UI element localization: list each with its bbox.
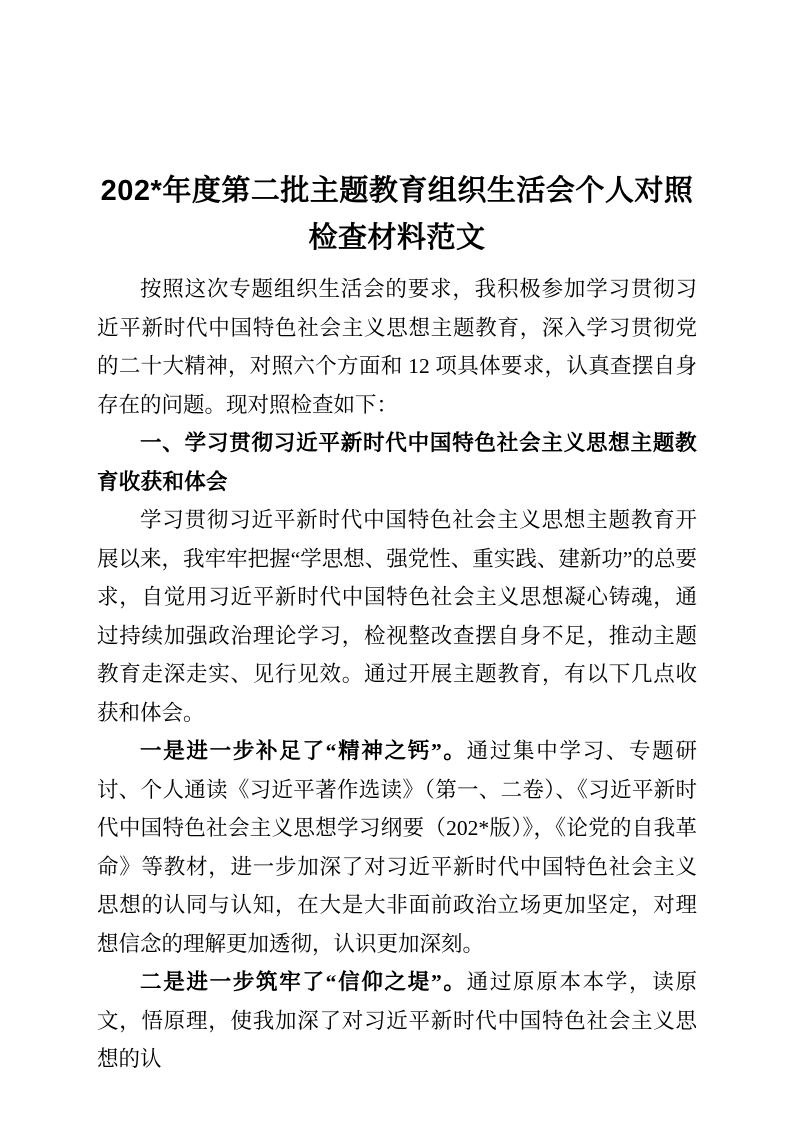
section-heading-1: 一、学习贯彻习近平新时代中国特色社会主义思想主题教育收获和体会 bbox=[97, 431, 697, 494]
paragraph-point-two-lead: 二是进一步筑牢了“信仰之堤”。 bbox=[140, 970, 467, 994]
document-body bbox=[97, 270, 697, 1079]
paragraph-point-one bbox=[97, 732, 697, 963]
paragraph-learning-overview: 学习贯彻习近平新时代中国特色社会主义思想主题教育开展以来，我牢牢把握“学思想、强党性、重实践、建新功”的总要求，自觉用习近平新时代中国特色社会主义思想凝心铸魂，通过持续加强政治理论学习，检视整改查摆自身不足，推动主题教育走深走实、见行见效。通过开展主题教育，有以下几点收获和体会。 bbox=[97, 508, 697, 725]
paragraph-point-two-text: 通过原原本本学，读原文，悟原理，使我加深了对习近平新时代中国特色社会主义思想的认 bbox=[97, 970, 697, 1071]
document-title bbox=[97, 168, 697, 262]
paragraph-point-one-lead: 一是进一步补足了“精神之钙”。 bbox=[140, 739, 467, 763]
paragraph-point-two bbox=[97, 963, 697, 1079]
document-title-line-1: 202*年度第二批主题教育组织生活会个人对照 bbox=[100, 175, 694, 207]
document-title-line-2: 检查材料范文 bbox=[308, 222, 486, 254]
document-content bbox=[97, 168, 697, 1079]
paragraph-point-one-text: 通过集中学习、专题研讨、个人通读《习近平著作选读》（第一、二卷）、《习近平新时代中国特色社会主义思想学习纲要（202*版）》，《论党的自我革命》等教材，进一步加深了对习近平新时代中国特色社会主义思想的认同与认知，在大是大非面前政治立场更加坚定，对理想信念的理解更加透彻，认识更加深刻。 bbox=[97, 739, 697, 956]
intro-paragraph: 按照这次专题组织生活会的要求，我积极参加学习贯彻习近平新时代中国特色社会主义思想主题教育，深入学习贯彻党的二十大精神，对照六个方面和 12 项具体要求，认真查摆自身存在的问题。现对照检查如下： bbox=[97, 277, 697, 417]
